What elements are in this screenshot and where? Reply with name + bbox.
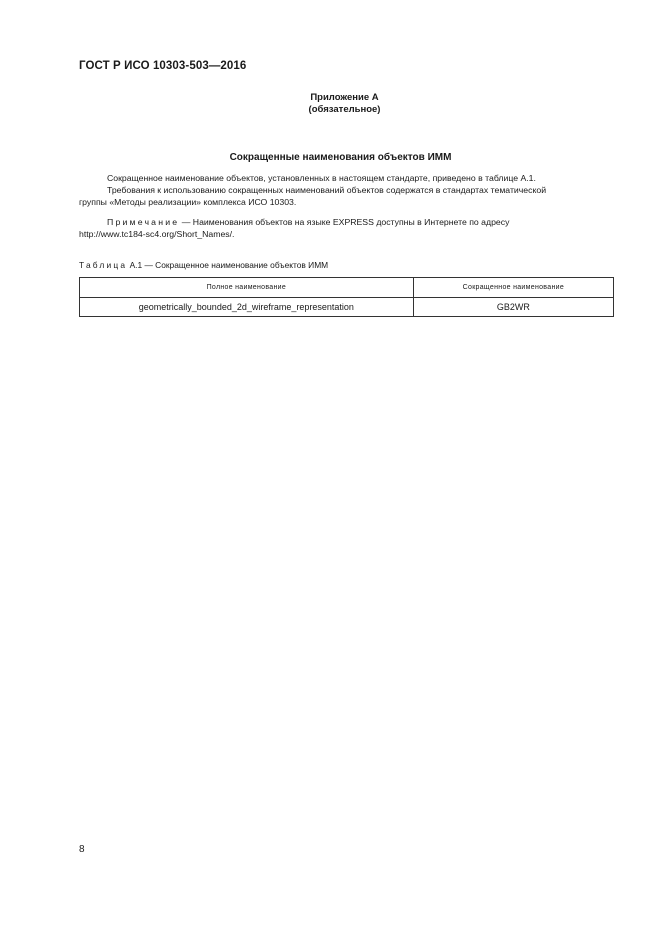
cell-full-name: geometrically_bounded_2d_wireframe_representation [80, 298, 414, 317]
note-text: — Наименования объектов на языке EXPRESS доступны в Интернете по адресу [179, 217, 510, 227]
standard-code-header: ГОСТ Р ИСО 10303-503—2016 [79, 60, 247, 72]
paragraph-1-text: Сокращенное наименование объектов, установленных в настоящем стандарте, приведено в таблице А.1. [107, 173, 536, 183]
note-line-1 [79, 217, 619, 229]
table-header-row [80, 278, 614, 298]
section-title: Сокращенные наименования объектов ИММ [229, 152, 452, 163]
paragraph-2-line-1: Требования к использованию сокращенных наименований объектов содержатся в стандартах тематической [107, 185, 547, 195]
table-caption [79, 260, 328, 270]
table-row [80, 298, 614, 317]
table-caption-text: А.1 — Сокращенное наименование объектов ИММ [127, 260, 329, 270]
annex-heading [0, 92, 661, 116]
cell-short-name: GB2WR [413, 298, 613, 317]
note-label: Примечание [107, 217, 180, 227]
table-caption-label: Таблица [79, 260, 128, 270]
annex-status: (обязательное) [308, 104, 381, 115]
short-names-table [79, 277, 614, 317]
header-full-name: Полное наименование [80, 278, 414, 298]
note [79, 217, 619, 240]
paragraph-1 [79, 173, 619, 185]
paragraph-2-line-2: группы «Методы реализации» комплекса ИСО 10303. [79, 196, 297, 207]
header-short-name: Сокращенное наименование [413, 278, 613, 298]
page-number: 8 [79, 844, 85, 855]
annex-title: Приложение А [310, 92, 379, 103]
note-url: http://www.tc184-sc4.org/Short_Names/. [79, 228, 235, 239]
paragraph-2 [79, 185, 619, 208]
